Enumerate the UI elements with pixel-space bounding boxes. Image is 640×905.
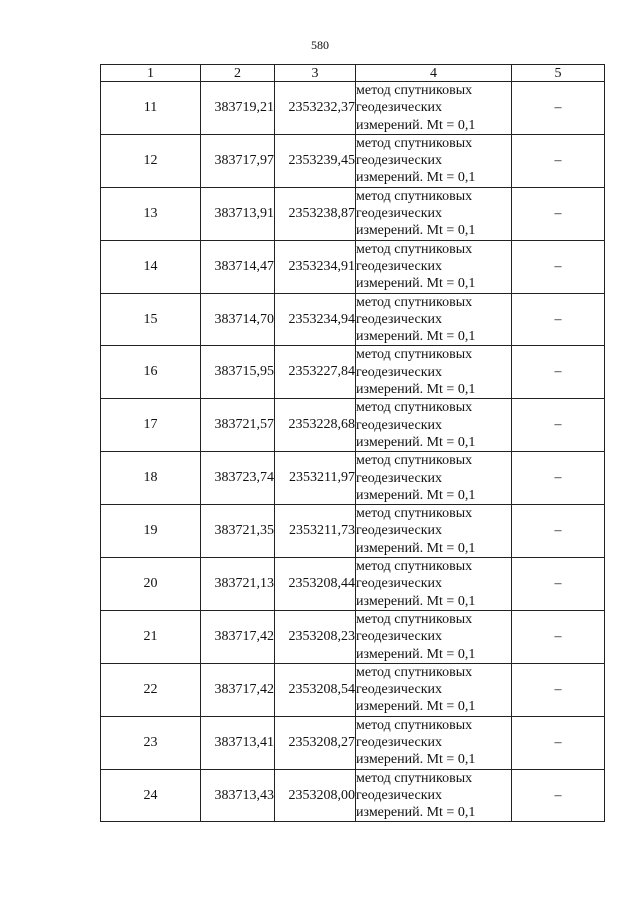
x-coordinate-cell: 383713,41 <box>201 716 275 769</box>
method-line: геодезических <box>356 153 443 169</box>
y-coordinate-cell: 2353208,27 <box>275 716 356 769</box>
y-coordinate-cell: 2353234,91 <box>275 240 356 293</box>
method-line: измерений. Mt = 0,1 <box>356 487 476 503</box>
method-line: геодезических <box>356 206 443 222</box>
method-cell <box>356 558 512 611</box>
note-cell: – <box>512 399 605 452</box>
method-line: геодезических <box>356 364 443 380</box>
method-line: метод спутниковых <box>356 347 473 363</box>
table-row <box>101 558 605 611</box>
x-coordinate-cell: 383713,91 <box>201 187 275 240</box>
point-number-cell: 11 <box>101 82 201 135</box>
method-line: измерений. Mt = 0,1 <box>356 805 476 821</box>
table-row <box>101 399 605 452</box>
table-row <box>101 187 605 240</box>
method-cell <box>356 716 512 769</box>
header-col-5: 5 <box>512 65 605 82</box>
method-cell <box>356 82 512 135</box>
method-cell <box>356 240 512 293</box>
point-number-cell: 18 <box>101 452 201 505</box>
method-line: измерений. Mt = 0,1 <box>356 329 476 345</box>
point-number-cell: 22 <box>101 663 201 716</box>
table-row <box>101 663 605 716</box>
method-line: геодезических <box>356 682 443 698</box>
point-number-cell: 21 <box>101 610 201 663</box>
x-coordinate-cell: 383723,74 <box>201 452 275 505</box>
method-line: метод спутниковых <box>356 135 473 151</box>
point-number-cell: 19 <box>101 505 201 558</box>
x-coordinate-cell: 383717,97 <box>201 134 275 187</box>
note-cell: – <box>512 716 605 769</box>
note-cell: – <box>512 769 605 822</box>
note-cell: – <box>512 187 605 240</box>
note-cell: – <box>512 663 605 716</box>
method-line: геодезических <box>356 311 443 327</box>
method-line: метод спутниковых <box>356 241 473 257</box>
method-cell <box>356 134 512 187</box>
method-line: метод спутниковых <box>356 83 473 98</box>
y-coordinate-cell: 2353232,37 <box>275 82 356 135</box>
method-line: измерений. Mt = 0,1 <box>356 593 476 609</box>
header-col-3: 3 <box>275 65 356 82</box>
y-coordinate-cell: 2353208,44 <box>275 558 356 611</box>
table-row <box>101 346 605 399</box>
table-row <box>101 610 605 663</box>
method-line: измерений. Mt = 0,1 <box>356 646 476 662</box>
note-cell: – <box>512 346 605 399</box>
x-coordinate-cell: 383721,35 <box>201 505 275 558</box>
note-cell: – <box>512 82 605 135</box>
method-line: метод спутниковых <box>356 717 473 733</box>
x-coordinate-cell: 383721,57 <box>201 399 275 452</box>
method-cell <box>356 769 512 822</box>
point-number-cell: 12 <box>101 134 201 187</box>
x-coordinate-cell: 383713,43 <box>201 769 275 822</box>
y-coordinate-cell: 2353211,97 <box>275 452 356 505</box>
method-cell <box>356 399 512 452</box>
method-line: геодезических <box>356 576 443 592</box>
note-cell: – <box>512 505 605 558</box>
point-number-cell: 13 <box>101 187 201 240</box>
point-number-cell: 17 <box>101 399 201 452</box>
table-header <box>101 65 605 82</box>
method-line: геодезических <box>356 523 443 539</box>
note-cell: – <box>512 240 605 293</box>
note-cell: – <box>512 558 605 611</box>
method-line: метод спутниковых <box>356 188 473 204</box>
coordinates-table <box>100 64 605 822</box>
y-coordinate-cell: 2353234,94 <box>275 293 356 346</box>
method-line: геодезических <box>356 734 443 750</box>
point-number-cell: 23 <box>101 716 201 769</box>
method-line: измерений. Mt = 0,1 <box>356 752 476 768</box>
method-cell <box>356 610 512 663</box>
method-line: геодезических <box>356 100 443 116</box>
y-coordinate-cell: 2353238,87 <box>275 187 356 240</box>
method-line: измерений. Mt = 0,1 <box>356 223 476 239</box>
table-row <box>101 452 605 505</box>
point-number-cell: 15 <box>101 293 201 346</box>
method-line: метод спутниковых <box>356 453 473 469</box>
method-line: измерений. Mt = 0,1 <box>356 382 476 398</box>
y-coordinate-cell: 2353208,23 <box>275 610 356 663</box>
method-cell <box>356 505 512 558</box>
x-coordinate-cell: 383714,47 <box>201 240 275 293</box>
y-coordinate-cell: 2353211,73 <box>275 505 356 558</box>
point-number-cell: 16 <box>101 346 201 399</box>
header-row <box>101 65 605 82</box>
y-coordinate-cell: 2353208,54 <box>275 663 356 716</box>
method-line: измерений. Mt = 0,1 <box>356 276 476 292</box>
method-line: геодезических <box>356 417 443 433</box>
x-coordinate-cell: 383717,42 <box>201 663 275 716</box>
method-line: геодезических <box>356 258 443 274</box>
method-line: измерений. Mt = 0,1 <box>356 699 476 715</box>
note-cell: – <box>512 610 605 663</box>
y-coordinate-cell: 2353239,45 <box>275 134 356 187</box>
method-line: метод спутниковых <box>356 294 473 310</box>
header-col-1: 1 <box>101 65 201 82</box>
x-coordinate-cell: 383721,13 <box>201 558 275 611</box>
method-line: измерений. Mt = 0,1 <box>356 170 476 186</box>
table-row <box>101 716 605 769</box>
method-cell <box>356 346 512 399</box>
header-col-2: 2 <box>201 65 275 82</box>
method-line: геодезических <box>356 629 443 645</box>
method-cell <box>356 293 512 346</box>
point-number-cell: 24 <box>101 769 201 822</box>
note-cell: – <box>512 134 605 187</box>
method-line: геодезических <box>356 787 443 803</box>
table-row <box>101 240 605 293</box>
method-line: измерений. Mt = 0,1 <box>356 434 476 450</box>
method-line: метод спутниковых <box>356 400 473 416</box>
x-coordinate-cell: 383714,70 <box>201 293 275 346</box>
point-number-cell: 14 <box>101 240 201 293</box>
method-cell <box>356 187 512 240</box>
method-line: метод спутниковых <box>356 559 473 575</box>
table-row <box>101 134 605 187</box>
method-line: метод спутниковых <box>356 611 473 627</box>
point-number-cell: 20 <box>101 558 201 611</box>
y-coordinate-cell: 2353227,84 <box>275 346 356 399</box>
y-coordinate-cell: 2353208,00 <box>275 769 356 822</box>
note-cell: – <box>512 293 605 346</box>
table-row <box>101 82 605 135</box>
method-cell <box>356 452 512 505</box>
method-cell <box>356 663 512 716</box>
y-coordinate-cell: 2353228,68 <box>275 399 356 452</box>
method-line: измерений. Mt = 0,1 <box>356 117 476 133</box>
table-row <box>101 505 605 558</box>
method-line: метод спутниковых <box>356 506 473 522</box>
table-row <box>101 293 605 346</box>
header-col-4: 4 <box>356 65 512 82</box>
x-coordinate-cell: 383719,21 <box>201 82 275 135</box>
x-coordinate-cell: 383715,95 <box>201 346 275 399</box>
method-line: метод спутниковых <box>356 770 473 786</box>
table-body <box>101 82 605 822</box>
method-line: метод спутниковых <box>356 664 473 680</box>
x-coordinate-cell: 383717,42 <box>201 610 275 663</box>
method-line: измерений. Mt = 0,1 <box>356 540 476 556</box>
page-number: 580 <box>311 38 329 52</box>
note-cell: – <box>512 452 605 505</box>
method-line: геодезических <box>356 470 443 486</box>
table-row <box>101 769 605 822</box>
